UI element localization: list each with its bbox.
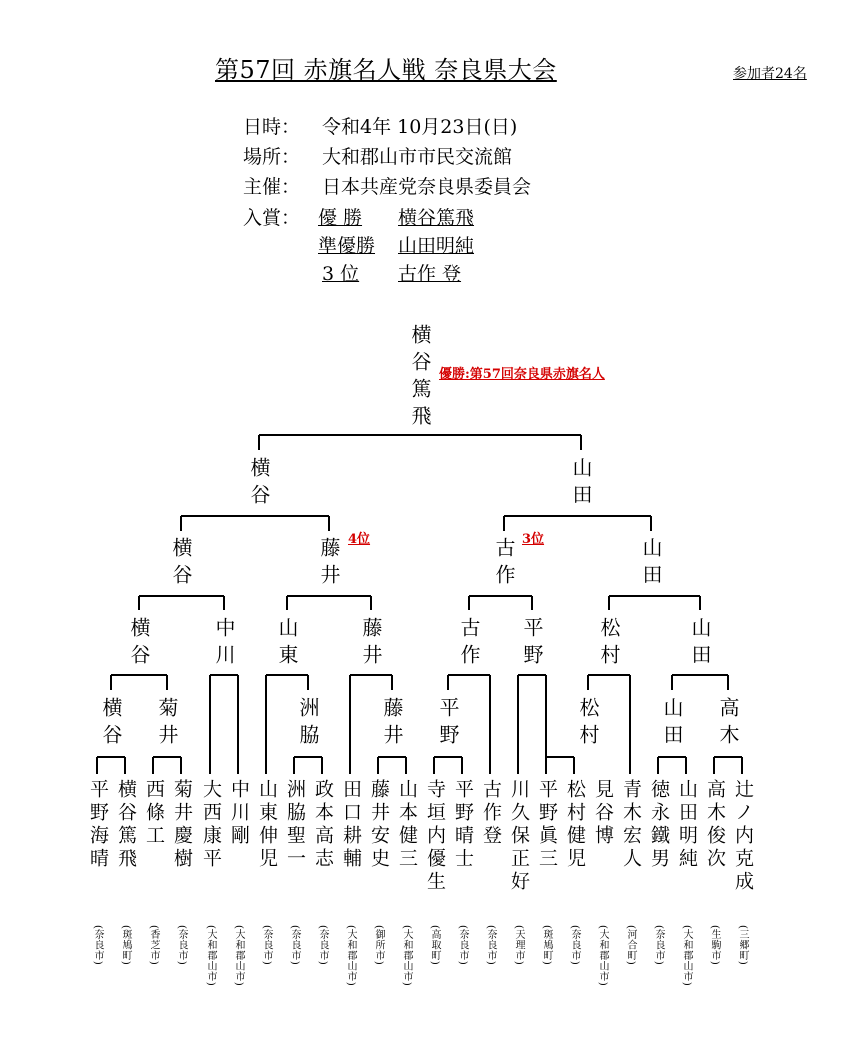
player-city: (斑鳩町) <box>541 925 552 966</box>
rank-note-3rd: 3位 <box>522 532 545 547</box>
awards-label: 入賞： <box>243 207 301 229</box>
player-name: 徳永鐵男 <box>648 779 670 871</box>
player-name: 高木俊次 <box>704 779 726 871</box>
place-value: 大和郡山市市民交流館 <box>322 146 513 168</box>
round2-winner-label: 菊井 <box>155 697 179 751</box>
date-label: 日時： <box>243 116 301 138</box>
round2-winner-label: 高木 <box>716 697 740 751</box>
date-value: 令和4年 10月23日(日) <box>322 116 518 138</box>
player-city: (御所市) <box>373 925 384 966</box>
player-city: (大和郡山市) <box>345 925 356 987</box>
round2-winner-label: 松村 <box>576 697 600 751</box>
player-city: (大和郡山市) <box>205 925 216 987</box>
award-name-3: 古作 登 <box>398 263 462 285</box>
round3-label: 横谷 <box>127 617 151 671</box>
player-name: 藤井安史 <box>368 779 390 871</box>
host-value: 日本共産党奈良県委員会 <box>322 176 532 198</box>
player-city: (斑鳩町) <box>120 925 131 966</box>
player-city: (生駒市) <box>709 925 720 966</box>
player-city: (奈良市) <box>289 925 300 966</box>
round2-winner-label: 横谷 <box>99 697 123 751</box>
player-city: (奈良市) <box>485 925 496 966</box>
player-name: 青木宏人 <box>620 779 642 871</box>
player-name: 寺垣内優生 <box>424 779 446 894</box>
player-city: (大和郡山市) <box>681 925 692 987</box>
player-city: (河合町) <box>625 925 636 966</box>
round3-label: 山田 <box>688 617 712 671</box>
player-name: 政本高志 <box>312 779 334 871</box>
player-city: (大和郡山市) <box>597 925 608 987</box>
player-name: 西條工 <box>143 779 165 848</box>
player-city: (三郷町) <box>737 925 748 966</box>
player-city: (奈良市) <box>261 925 272 966</box>
rank-note-4th: 4位 <box>348 532 371 547</box>
player-name: 大西康平 <box>200 779 222 871</box>
award-rank-3: 3 位 <box>322 263 360 285</box>
round2-winner-label: 山田 <box>660 697 684 751</box>
round3-label: 藤井 <box>359 617 383 671</box>
player-name: 見谷博 <box>592 779 614 848</box>
player-name: 横谷篤飛 <box>115 779 137 871</box>
player-name: 洲脇聖一 <box>284 779 306 871</box>
quarterfinal-label: 古作 <box>492 537 516 591</box>
round3-label: 中川 <box>212 617 236 671</box>
player-city: (奈良市) <box>457 925 468 966</box>
player-city: (奈良市) <box>176 925 187 966</box>
player-city: (大和郡山市) <box>401 925 412 987</box>
round3-label: 平野 <box>520 617 544 671</box>
player-name: 中川剛 <box>228 779 250 848</box>
player-name: 山本健三 <box>396 779 418 871</box>
player-name: 古作登 <box>480 779 502 848</box>
player-name: 平野眞三 <box>536 779 558 871</box>
player-city: (奈良市) <box>653 925 664 966</box>
player-city: (奈良市) <box>569 925 580 966</box>
player-city: (香芝市) <box>148 925 159 966</box>
round2-winner-label: 洲脇 <box>296 697 320 751</box>
quarterfinal-label: 横谷 <box>169 537 193 591</box>
champion-name: 横谷篤飛 <box>408 324 432 432</box>
player-name: 辻ノ内克成 <box>732 779 754 894</box>
champion-note: 優勝:第57回奈良県赤旗名人 <box>439 367 605 382</box>
page-title: 第57回 赤旗名人戦 奈良県大会 <box>215 56 557 84</box>
award-name-2: 山田明純 <box>398 235 475 257</box>
place-label: 場所： <box>243 146 301 168</box>
round3-label: 山東 <box>275 617 299 671</box>
semifinal-label: 山田 <box>569 457 593 511</box>
player-name: 平野海晴 <box>87 779 109 871</box>
player-name: 山田明純 <box>676 779 698 871</box>
participant-count: 参加者24名 <box>733 66 807 82</box>
player-name: 田口耕輔 <box>340 779 362 871</box>
round3-label: 古作 <box>457 617 481 671</box>
award-rank-1: 優 勝 <box>318 207 363 229</box>
host-label: 主催： <box>243 176 301 198</box>
player-city: (大和郡山市) <box>233 925 244 987</box>
quarterfinal-label: 藤井 <box>317 537 341 591</box>
player-city: (奈良市) <box>92 925 103 966</box>
player-name: 川久保正好 <box>508 779 530 894</box>
player-name: 松村健児 <box>564 779 586 871</box>
award-rank-2: 準優勝 <box>318 235 376 257</box>
semifinal-label: 横谷 <box>247 457 271 511</box>
player-name: 平野晴士 <box>452 779 474 871</box>
round3-label: 松村 <box>597 617 621 671</box>
player-name: 山東伸児 <box>256 779 278 871</box>
award-name-1: 横谷篤飛 <box>398 207 475 229</box>
round2-winner-label: 藤井 <box>380 697 404 751</box>
player-name: 菊井慶樹 <box>171 779 193 871</box>
player-city: (高取町) <box>429 925 440 966</box>
player-city: (天理市) <box>513 925 524 966</box>
quarterfinal-label: 山田 <box>639 537 663 591</box>
player-city: (奈良市) <box>317 925 328 966</box>
round2-winner-label: 平野 <box>436 697 460 751</box>
